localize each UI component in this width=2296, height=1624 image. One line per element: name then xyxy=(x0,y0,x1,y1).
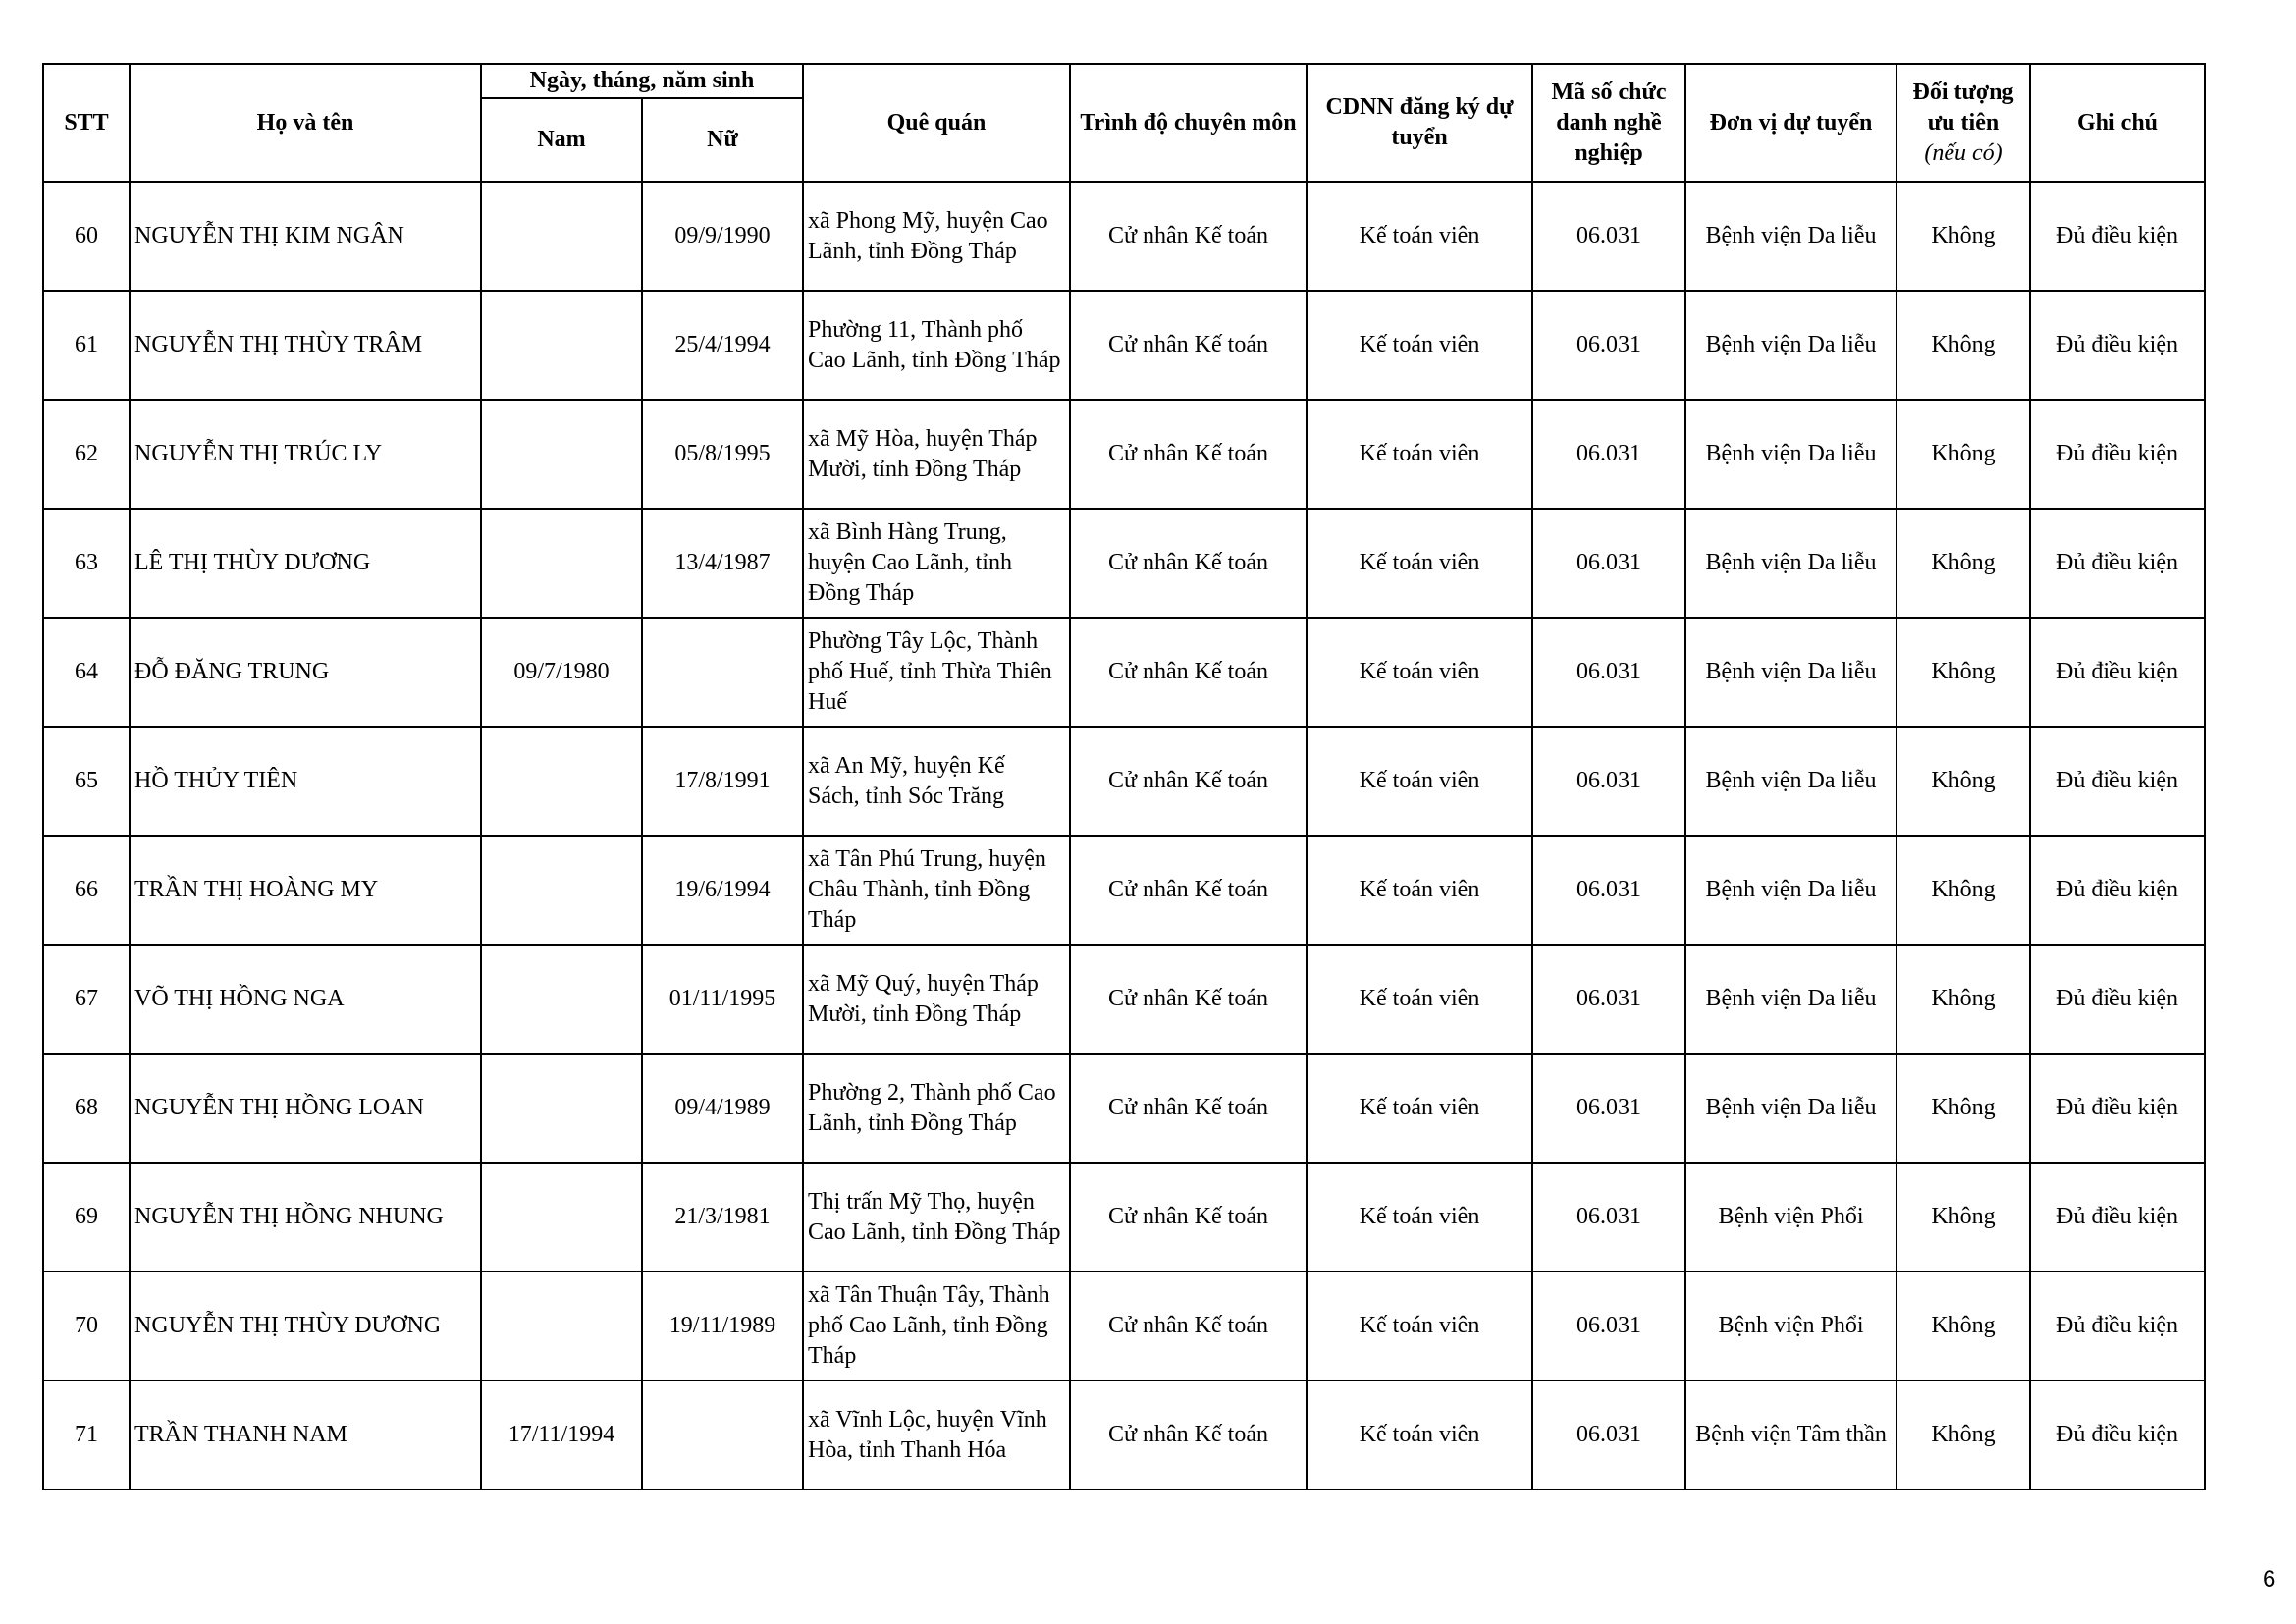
cell-code: 06.031 xyxy=(1532,1163,1685,1272)
header-code xyxy=(1532,64,1685,182)
cell-qualification: Cử nhân Kế toán xyxy=(1070,1054,1307,1163)
cell-priority: Không xyxy=(1896,400,2030,509)
cell-priority: Không xyxy=(1896,618,2030,727)
cell-stt: 64 xyxy=(43,618,130,727)
cell-unit: Bệnh viện Tâm thần xyxy=(1685,1380,1896,1489)
cell-qualification: Cử nhân Kế toán xyxy=(1070,836,1307,945)
cell-hometown xyxy=(803,509,1070,618)
table-row xyxy=(43,945,2205,1054)
cell-unit: Bệnh viện Phổi xyxy=(1685,1272,1896,1380)
cell-name: NGUYỄN THỊ HỒNG LOAN xyxy=(130,1054,481,1163)
table-row xyxy=(43,727,2205,836)
header-priority-line2: ưu tiên xyxy=(1927,109,2000,135)
cell-dob-female: 21/3/1981 xyxy=(642,1163,803,1272)
hometown-line: Mười, tỉnh Đồng Tháp xyxy=(808,456,1022,482)
cell-priority: Không xyxy=(1896,945,2030,1054)
cell-priority: Không xyxy=(1896,836,2030,945)
cell-name: NGUYỄN THỊ TRÚC LY xyxy=(130,400,481,509)
cell-stt: 60 xyxy=(43,182,130,291)
hometown-line: Đồng Tháp xyxy=(808,580,915,606)
cell-stt: 61 xyxy=(43,291,130,400)
cell-code: 06.031 xyxy=(1532,291,1685,400)
cell-unit: Bệnh viện Da liễu xyxy=(1685,945,1896,1054)
cell-stt: 68 xyxy=(43,1054,130,1163)
cell-dob-female: 17/8/1991 xyxy=(642,727,803,836)
cell-priority: Không xyxy=(1896,509,2030,618)
cell-hometown xyxy=(803,1272,1070,1380)
header-hometown: Quê quán xyxy=(803,64,1070,182)
cell-dob-male xyxy=(481,400,642,509)
header-qualification: Trình độ chuyên môn xyxy=(1070,64,1307,182)
cell-cdnn: Kế toán viên xyxy=(1307,836,1532,945)
hometown-line: xã Mỹ Hòa, huyện Tháp xyxy=(808,425,1038,452)
page-number: 6 xyxy=(2263,1566,2276,1593)
cell-note: Đủ điều kiện xyxy=(2030,509,2205,618)
cell-dob-female: 19/6/1994 xyxy=(642,836,803,945)
cell-priority: Không xyxy=(1896,291,2030,400)
hometown-line: huyện Cao Lãnh, tỉnh xyxy=(808,550,1012,575)
cell-dob-male xyxy=(481,1163,642,1272)
cell-dob-female: 01/11/1995 xyxy=(642,945,803,1054)
header-name: Họ và tên xyxy=(130,64,481,182)
cell-dob-female: 25/4/1994 xyxy=(642,291,803,400)
cell-cdnn: Kế toán viên xyxy=(1307,509,1532,618)
cell-note: Đủ điều kiện xyxy=(2030,945,2205,1054)
cell-dob-female: 09/4/1989 xyxy=(642,1054,803,1163)
cell-code: 06.031 xyxy=(1532,836,1685,945)
cell-unit: Bệnh viện Da liễu xyxy=(1685,291,1896,400)
header-priority-line1: Đối tượng xyxy=(1912,79,2014,105)
cell-dob-male: 17/11/1994 xyxy=(481,1380,642,1489)
cell-name: VÕ THỊ HỒNG NGA xyxy=(130,945,481,1054)
table-row xyxy=(43,1380,2205,1489)
cell-dob-female xyxy=(642,618,803,727)
cell-name: NGUYỄN THỊ THÙY TRÂM xyxy=(130,291,481,400)
cell-code: 06.031 xyxy=(1532,400,1685,509)
header-priority-note: (nếu có) xyxy=(1924,139,2002,166)
table-row xyxy=(43,1163,2205,1272)
table-row xyxy=(43,618,2205,727)
cell-stt: 67 xyxy=(43,945,130,1054)
hometown-line: xã Phong Mỹ, huyện Cao xyxy=(808,207,1048,234)
cell-note: Đủ điều kiện xyxy=(2030,400,2205,509)
hometown-line: xã Tân Thuận Tây, Thành xyxy=(808,1282,1050,1308)
cell-note: Đủ điều kiện xyxy=(2030,1054,2205,1163)
cell-dob-female: 19/11/1989 xyxy=(642,1272,803,1380)
cell-dob-female: 05/8/1995 xyxy=(642,400,803,509)
cell-name: ĐỖ ĐĂNG TRUNG xyxy=(130,618,481,727)
header-unit: Đơn vị dự tuyển xyxy=(1685,64,1896,182)
cell-dob-male xyxy=(481,1054,642,1163)
table-row xyxy=(43,836,2205,945)
hometown-line: Mười, tỉnh Đồng Tháp xyxy=(808,1001,1022,1027)
cell-stt: 71 xyxy=(43,1380,130,1489)
hometown-line: xã Vĩnh Lộc, huyện Vĩnh xyxy=(808,1406,1047,1433)
header-female: Nữ xyxy=(642,98,803,182)
cell-qualification: Cử nhân Kế toán xyxy=(1070,1163,1307,1272)
cell-cdnn: Kế toán viên xyxy=(1307,1380,1532,1489)
cell-hometown xyxy=(803,727,1070,836)
table-row xyxy=(43,1272,2205,1380)
cell-unit: Bệnh viện Da liễu xyxy=(1685,1054,1896,1163)
cell-code: 06.031 xyxy=(1532,509,1685,618)
cell-dob-male: 09/7/1980 xyxy=(481,618,642,727)
cell-hometown xyxy=(803,945,1070,1054)
header-stt: STT xyxy=(43,64,130,182)
cell-dob-male xyxy=(481,291,642,400)
hometown-line: xã An Mỹ, huyện Kế xyxy=(808,752,1005,779)
cell-stt: 66 xyxy=(43,836,130,945)
cell-stt: 62 xyxy=(43,400,130,509)
cell-stt: 65 xyxy=(43,727,130,836)
header-cdnn xyxy=(1307,64,1532,182)
cell-priority: Không xyxy=(1896,182,2030,291)
cell-note: Đủ điều kiện xyxy=(2030,727,2205,836)
cell-hometown xyxy=(803,291,1070,400)
cell-note: Đủ điều kiện xyxy=(2030,1380,2205,1489)
hometown-line: Cao Lãnh, tỉnh Đồng Tháp xyxy=(808,1218,1061,1245)
cell-qualification: Cử nhân Kế toán xyxy=(1070,509,1307,618)
cell-qualification: Cử nhân Kế toán xyxy=(1070,727,1307,836)
hometown-line: xã Tân Phú Trung, huyện xyxy=(808,846,1046,872)
cell-dob-male xyxy=(481,945,642,1054)
cell-hometown xyxy=(803,1054,1070,1163)
cell-qualification: Cử nhân Kế toán xyxy=(1070,400,1307,509)
cell-qualification: Cử nhân Kế toán xyxy=(1070,291,1307,400)
header-code-line2: danh nghề xyxy=(1556,109,1662,135)
cell-dob-male xyxy=(481,1272,642,1380)
cell-dob-male xyxy=(481,727,642,836)
cell-cdnn: Kế toán viên xyxy=(1307,1272,1532,1380)
hometown-line: xã Mỹ Quý, huyện Tháp xyxy=(808,970,1039,997)
table-row xyxy=(43,291,2205,400)
table-row xyxy=(43,182,2205,291)
cell-hometown xyxy=(803,1163,1070,1272)
hometown-line: Phường 2, Thành phố Cao xyxy=(808,1079,1056,1106)
cell-cdnn: Kế toán viên xyxy=(1307,1163,1532,1272)
cell-hometown xyxy=(803,1380,1070,1489)
cell-cdnn: Kế toán viên xyxy=(1307,291,1532,400)
cell-hometown xyxy=(803,618,1070,727)
hometown-line: Lãnh, tỉnh Đồng Tháp xyxy=(808,1110,1017,1136)
cell-priority: Không xyxy=(1896,727,2030,836)
cell-unit: Bệnh viện Da liễu xyxy=(1685,727,1896,836)
cell-note: Đủ điều kiện xyxy=(2030,836,2205,945)
cell-priority: Không xyxy=(1896,1054,2030,1163)
cell-cdnn: Kế toán viên xyxy=(1307,400,1532,509)
hometown-line: Cao Lãnh, tỉnh Đồng Tháp xyxy=(808,347,1061,373)
cell-note: Đủ điều kiện xyxy=(2030,182,2205,291)
header-note: Ghi chú xyxy=(2030,64,2205,182)
cell-name: TRẦN THỊ HOÀNG MY xyxy=(130,836,481,945)
hometown-line: Tháp xyxy=(808,1343,857,1369)
cell-cdnn: Kế toán viên xyxy=(1307,727,1532,836)
table-row xyxy=(43,1054,2205,1163)
cell-unit: Bệnh viện Da liễu xyxy=(1685,509,1896,618)
cell-priority: Không xyxy=(1896,1163,2030,1272)
cell-qualification: Cử nhân Kế toán xyxy=(1070,945,1307,1054)
cell-stt: 70 xyxy=(43,1272,130,1380)
table-row xyxy=(43,509,2205,618)
cell-qualification: Cử nhân Kế toán xyxy=(1070,618,1307,727)
hometown-line: phố Huế, tỉnh Thừa Thiên xyxy=(808,659,1052,684)
table-row xyxy=(43,400,2205,509)
candidate-table xyxy=(42,63,2206,1490)
table-body xyxy=(43,182,2205,1489)
cell-code: 06.031 xyxy=(1532,1380,1685,1489)
hometown-line: Phường Tây Lộc, Thành xyxy=(808,628,1039,654)
cell-note: Đủ điều kiện xyxy=(2030,1163,2205,1272)
cell-cdnn: Kế toán viên xyxy=(1307,1054,1532,1163)
cell-code: 06.031 xyxy=(1532,1054,1685,1163)
cell-name: NGUYỄN THỊ HỒNG NHUNG xyxy=(130,1163,481,1272)
hometown-line: Tháp xyxy=(808,907,857,933)
cell-dob-male xyxy=(481,836,642,945)
hometown-line: Lãnh, tỉnh Đồng Tháp xyxy=(808,238,1017,264)
hometown-line: phố Cao Lãnh, tỉnh Đồng xyxy=(808,1313,1048,1338)
cell-name: TRẦN THANH NAM xyxy=(130,1380,481,1489)
header-cdnn-line1: CDNN đăng ký dự xyxy=(1325,94,1514,120)
cell-name: NGUYỄN THỊ THÙY DƯƠNG xyxy=(130,1272,481,1380)
cell-name: LÊ THỊ THÙY DƯƠNG xyxy=(130,509,481,618)
cell-qualification: Cử nhân Kế toán xyxy=(1070,182,1307,291)
cell-note: Đủ điều kiện xyxy=(2030,291,2205,400)
cell-note: Đủ điều kiện xyxy=(2030,618,2205,727)
hometown-line: Thị trấn Mỹ Thọ, huyện xyxy=(808,1188,1035,1215)
header-priority xyxy=(1896,64,2030,182)
hometown-line: xã Bình Hàng Trung, xyxy=(808,519,1007,545)
cell-unit: Bệnh viện Da liễu xyxy=(1685,836,1896,945)
header-code-line1: Mã số chức xyxy=(1551,79,1667,105)
cell-dob-female xyxy=(642,1380,803,1489)
cell-unit: Bệnh viện Da liễu xyxy=(1685,618,1896,727)
cell-hometown xyxy=(803,182,1070,291)
cell-name: HỒ THỦY TIÊN xyxy=(130,727,481,836)
cell-stt: 69 xyxy=(43,1163,130,1272)
hometown-line: Hòa, tỉnh Thanh Hóa xyxy=(808,1436,1007,1463)
cell-unit: Bệnh viện Phổi xyxy=(1685,1163,1896,1272)
header-cdnn-line2: tuyển xyxy=(1391,125,1448,150)
header-male: Nam xyxy=(481,98,642,182)
cell-qualification: Cử nhân Kế toán xyxy=(1070,1272,1307,1380)
cell-unit: Bệnh viện Da liễu xyxy=(1685,400,1896,509)
cell-code: 06.031 xyxy=(1532,727,1685,836)
cell-cdnn: Kế toán viên xyxy=(1307,945,1532,1054)
cell-qualification: Cử nhân Kế toán xyxy=(1070,1380,1307,1489)
cell-code: 06.031 xyxy=(1532,618,1685,727)
cell-priority: Không xyxy=(1896,1380,2030,1489)
hometown-line: Sách, tỉnh Sóc Trăng xyxy=(808,783,1005,809)
hometown-line: Châu Thành, tỉnh Đồng xyxy=(808,877,1031,902)
cell-note: Đủ điều kiện xyxy=(2030,1272,2205,1380)
header-code-line3: nghiệp xyxy=(1575,139,1643,166)
cell-name: NGUYỄN THỊ KIM NGÂN xyxy=(130,182,481,291)
cell-dob-female: 13/4/1987 xyxy=(642,509,803,618)
cell-code: 06.031 xyxy=(1532,182,1685,291)
cell-code: 06.031 xyxy=(1532,1272,1685,1380)
cell-code: 06.031 xyxy=(1532,945,1685,1054)
cell-hometown xyxy=(803,836,1070,945)
cell-hometown xyxy=(803,400,1070,509)
cell-cdnn: Kế toán viên xyxy=(1307,618,1532,727)
cell-dob-male xyxy=(481,182,642,291)
cell-dob-male xyxy=(481,509,642,618)
header-dob-group: Ngày, tháng, năm sinh xyxy=(481,64,803,98)
cell-cdnn: Kế toán viên xyxy=(1307,182,1532,291)
cell-dob-female: 09/9/1990 xyxy=(642,182,803,291)
hometown-line: Huế xyxy=(808,689,847,715)
cell-stt: 63 xyxy=(43,509,130,618)
hometown-line: Phường 11, Thành phố xyxy=(808,316,1024,343)
cell-unit: Bệnh viện Da liễu xyxy=(1685,182,1896,291)
cell-priority: Không xyxy=(1896,1272,2030,1380)
